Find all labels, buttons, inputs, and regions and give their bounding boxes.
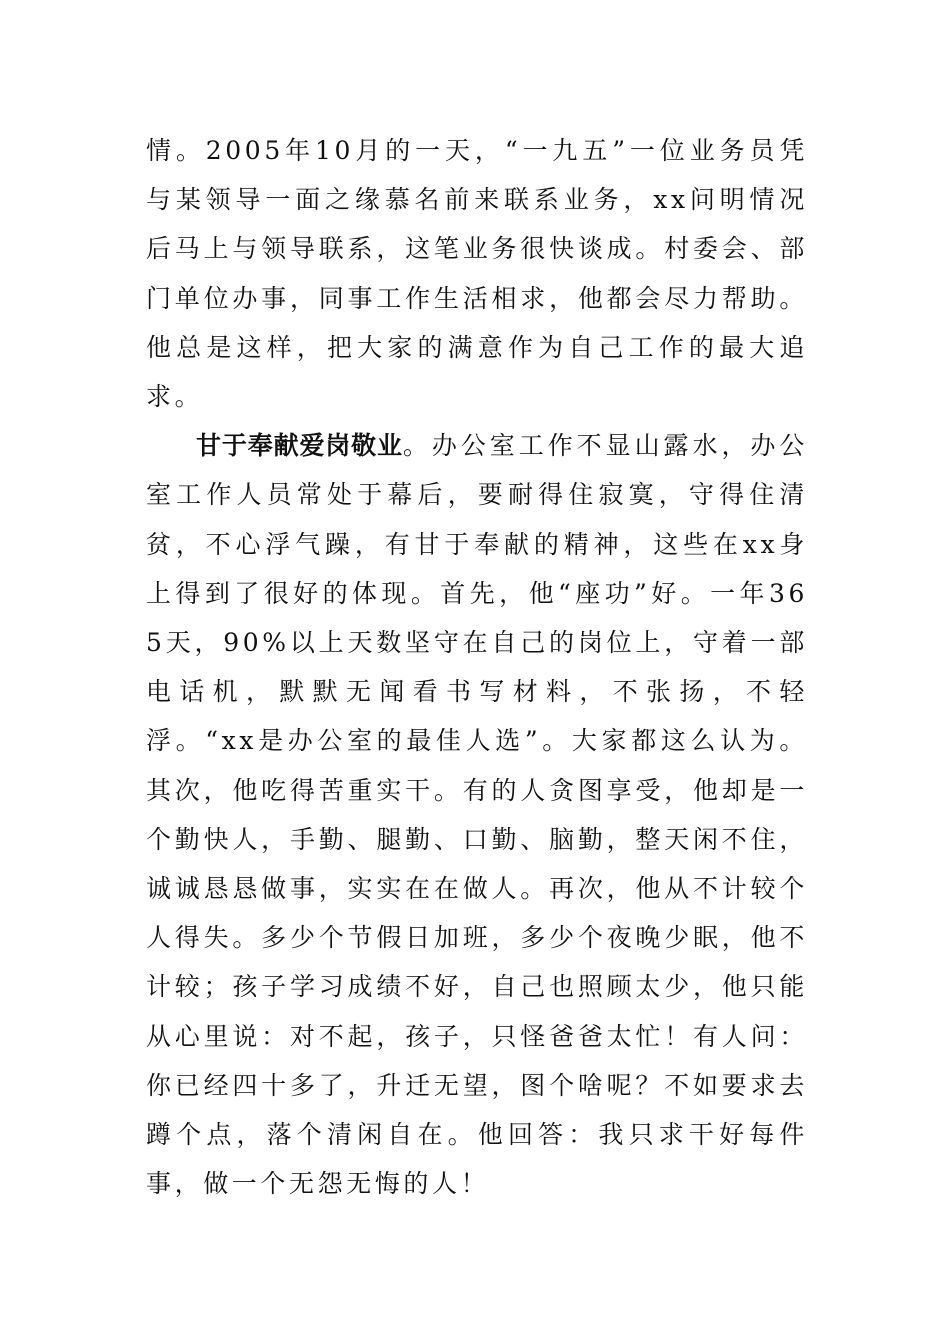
paragraph-1-text: 情。2005年10月的一天，“一九五”一位业务员凭与某领导一面之缘慕名前来联系业务，xx问明情况后马上与领导联系，这笔业务很快谈成。村委会、部门单位办事，同事工作生活相求，他都会尽力帮助。他总是这样，把大家的满意作为自己工作的最大追求。 [146,136,808,412]
paragraph-2-text: 。办公室工作不显山露水，办公室工作人员常处于幕后，要耐得住寂寞，守得住清贫，不心浮气躁，有甘于奉献的精神，这些在xx身上得到了很好的体现。首先，他“座功”好。一年365天，90%以上天数坚守在自己的岗位上，守着一部电话机，默默无闻看书写材料，不张扬，不轻浮。“xx是办公室的最佳人选”。大家都这么认为。其次，他吃得苦重实干。有的人贪图享受，他却是一个勤快人，手勤、腿勤、口勤、脑勤，整天闲不住，诚诚恳恳做事，实实在在做人。再次，他从不计较个人得失。多少个节假日加班，多少个夜晚少眠，他不计较；孩子学习成绩不好，自己也照顾太少，他只能从心里说：对不起，孩子，只怪爸爸太忙！有人问：你已经四十多了，升迁无望，图个啥呢？不如要求去蹲个点，落个清闲自在。他回答：我只求干好每件事，做一个无怨无悔的人！ [146,431,808,1199]
paragraph-dedication [146,421,808,1208]
paragraph-2-heading: 甘于奉献爱岗敬业 [196,431,403,461]
paragraph-continuation [146,126,808,421]
document-body [146,126,808,1208]
